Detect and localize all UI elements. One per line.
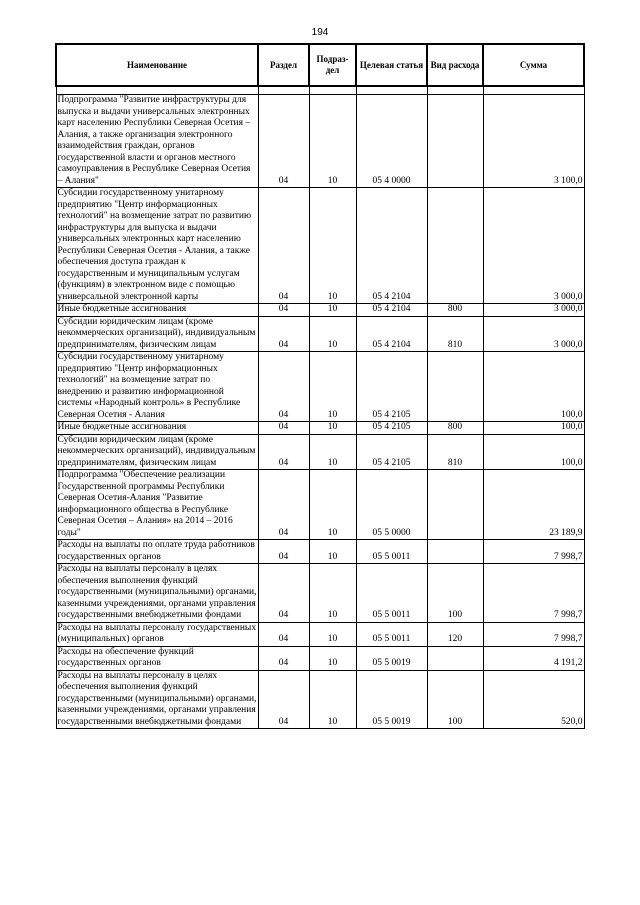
page-number: 194 <box>311 27 329 38</box>
row-name: Расходы на выплаты персоналу в целях обеспечения выполнения функций государственными (муниципальными) органами, казенными учреждениями, органами управления государственными внебюджетными фондами <box>57 564 257 620</box>
row-name: Расходы на обеспечение функций государственных органов <box>56 646 258 670</box>
table-row <box>56 646 584 670</box>
row-article: 05 4 2104 <box>356 304 427 317</box>
row-type: 800 <box>427 422 483 435</box>
row-subsection: 10 <box>309 95 356 188</box>
row-article: 05 5 0011 <box>356 564 427 623</box>
table-row <box>56 622 584 646</box>
row-type <box>427 470 483 540</box>
row-type <box>427 540 483 564</box>
row-article: 05 4 0000 <box>356 95 427 188</box>
row-section: 04 <box>258 622 309 646</box>
table-row <box>56 434 584 470</box>
row-section: 04 <box>258 434 309 470</box>
budget-table <box>55 43 585 729</box>
row-subsection: 10 <box>309 470 356 540</box>
row-type: 100 <box>427 564 483 623</box>
row-amount: 23 189,9 <box>483 470 584 540</box>
table-row <box>56 540 584 564</box>
row-type: 100 <box>427 670 483 729</box>
row-type: 810 <box>427 316 483 352</box>
row-type <box>427 95 483 188</box>
row-name: Субсидии государственному унитарному предприятию "Центр информационных технологий" на возмещение затрат по развитию инфраструктуры для выпуска и выдачи универсальных электронных карт населению Республики Северная Осетия - Алания, а также обеспечения доступа граждан к государственным и муниципальным услугам (функциям) в электронном виде с помощью универсальной электронной карты <box>56 188 258 304</box>
row-type: 120 <box>427 622 483 646</box>
row-subsection: 10 <box>309 540 356 564</box>
row-name: Субсидии юридическим лицам (кроме некоммерческих организаций), индивидуальным предпринимателям, физическим лицам <box>56 434 258 470</box>
row-name: Субсидии государственному унитарному предприятию "Центр информационных технологий" на возмещение затрат по внедрению и развитию информационной системы «Народный контроль» в Республике Северная Осетия - Алания <box>56 352 258 422</box>
row-name: Иные бюджетные ассигнования <box>56 422 258 435</box>
row-name: Иные бюджетные ассигнования <box>56 304 258 317</box>
row-subsection: 10 <box>309 188 356 304</box>
header-section: Раздел <box>258 44 309 86</box>
row-article: 05 5 0000 <box>356 470 427 540</box>
row-article: 05 4 2104 <box>356 188 427 304</box>
row-subsection: 10 <box>309 622 356 646</box>
row-amount: 100,0 <box>483 434 584 470</box>
table-row <box>56 564 584 623</box>
row-type <box>427 352 483 422</box>
row-subsection: 10 <box>309 352 356 422</box>
table-row <box>56 670 584 729</box>
row-type: 800 <box>427 304 483 317</box>
row-subsection: 10 <box>309 316 356 352</box>
header-amount: Сумма <box>483 44 584 86</box>
row-amount: 3 000,0 <box>483 304 584 317</box>
header-subsection: Подраз-дел <box>309 44 356 86</box>
table-row <box>56 188 584 304</box>
row-type <box>427 188 483 304</box>
row-name: Расходы на выплаты персоналу в целях обеспечения выполнения функций государственными (муниципальными) органами, казенными учреждениями, органами управления государственными внебюджетными фондами <box>57 670 257 727</box>
row-section: 04 <box>258 422 309 435</box>
row-section: 04 <box>258 470 309 540</box>
row-amount: 7 998,7 <box>483 622 584 646</box>
table-header-row <box>56 44 584 86</box>
table-row <box>56 304 584 317</box>
row-article: 05 4 2104 <box>356 316 427 352</box>
row-name: Подпрограмма "Обеспечение реализации Государственной программы Республики Северная Осетия-Алания "Развитие информационного общества в Республике Северная Осетия – Алания» на 2014 – 2016 годы" <box>56 470 258 540</box>
row-amount: 100,0 <box>483 422 584 435</box>
row-amount: 3 100,0 <box>483 95 584 188</box>
row-article: 05 4 2105 <box>356 434 427 470</box>
row-amount: 100,0 <box>483 352 584 422</box>
row-section: 04 <box>258 304 309 317</box>
row-subsection: 10 <box>309 422 356 435</box>
row-article: 05 4 2105 <box>356 352 427 422</box>
row-section: 04 <box>258 540 309 564</box>
header-name: Наименование <box>56 44 258 86</box>
row-amount: 3 000,0 <box>483 316 584 352</box>
row-subsection: 10 <box>309 646 356 670</box>
header-expense-type: Вид расхода <box>427 44 483 86</box>
row-article: 05 5 0011 <box>356 622 427 646</box>
row-type <box>427 646 483 670</box>
row-subsection: 10 <box>309 434 356 470</box>
row-name: Подпрограмма "Развитие инфраструктуры для выпуска и выдачи универсальных электронных карт населению Республики Северная Осетия – Алания, а также организация электронного взаимодействия граждан, органов государственной власти и органов местного самоуправления в Республике Северная Осетия – Алания" <box>56 95 258 188</box>
row-section: 04 <box>258 646 309 670</box>
row-amount: 4 191,2 <box>483 646 584 670</box>
table-row <box>56 470 584 540</box>
row-subsection: 10 <box>309 304 356 317</box>
row-name: Расходы на выплаты персоналу государственных (муниципальных) органов <box>57 622 257 644</box>
spacer-row <box>56 86 584 95</box>
row-article: 05 5 0011 <box>356 540 427 564</box>
row-subsection: 10 <box>309 670 356 729</box>
row-section: 04 <box>258 95 309 188</box>
row-amount: 3 000,0 <box>483 188 584 304</box>
row-section: 04 <box>258 188 309 304</box>
table-row <box>56 352 584 422</box>
row-article: 05 5 0019 <box>356 670 427 729</box>
row-amount: 7 998,7 <box>483 540 584 564</box>
row-subsection: 10 <box>309 564 356 623</box>
row-section: 04 <box>258 316 309 352</box>
table-row <box>56 95 584 188</box>
row-amount: 7 998,7 <box>483 564 584 623</box>
row-article: 05 5 0019 <box>356 646 427 670</box>
row-amount: 520,0 <box>483 670 584 729</box>
header-target-article: Целевая статья <box>356 44 427 86</box>
row-type: 810 <box>427 434 483 470</box>
table-row <box>56 422 584 435</box>
row-section: 04 <box>258 564 309 623</box>
row-article: 05 4 2105 <box>356 422 427 435</box>
row-name: Субсидии юридическим лицам (кроме некоммерческих организаций), индивидуальным предпринимателям, физическим лицам <box>56 316 258 352</box>
row-section: 04 <box>258 670 309 729</box>
table-row <box>56 316 584 352</box>
row-section: 04 <box>258 352 309 422</box>
row-name: Расходы на выплаты по оплате труда работников государственных органов <box>56 540 258 564</box>
